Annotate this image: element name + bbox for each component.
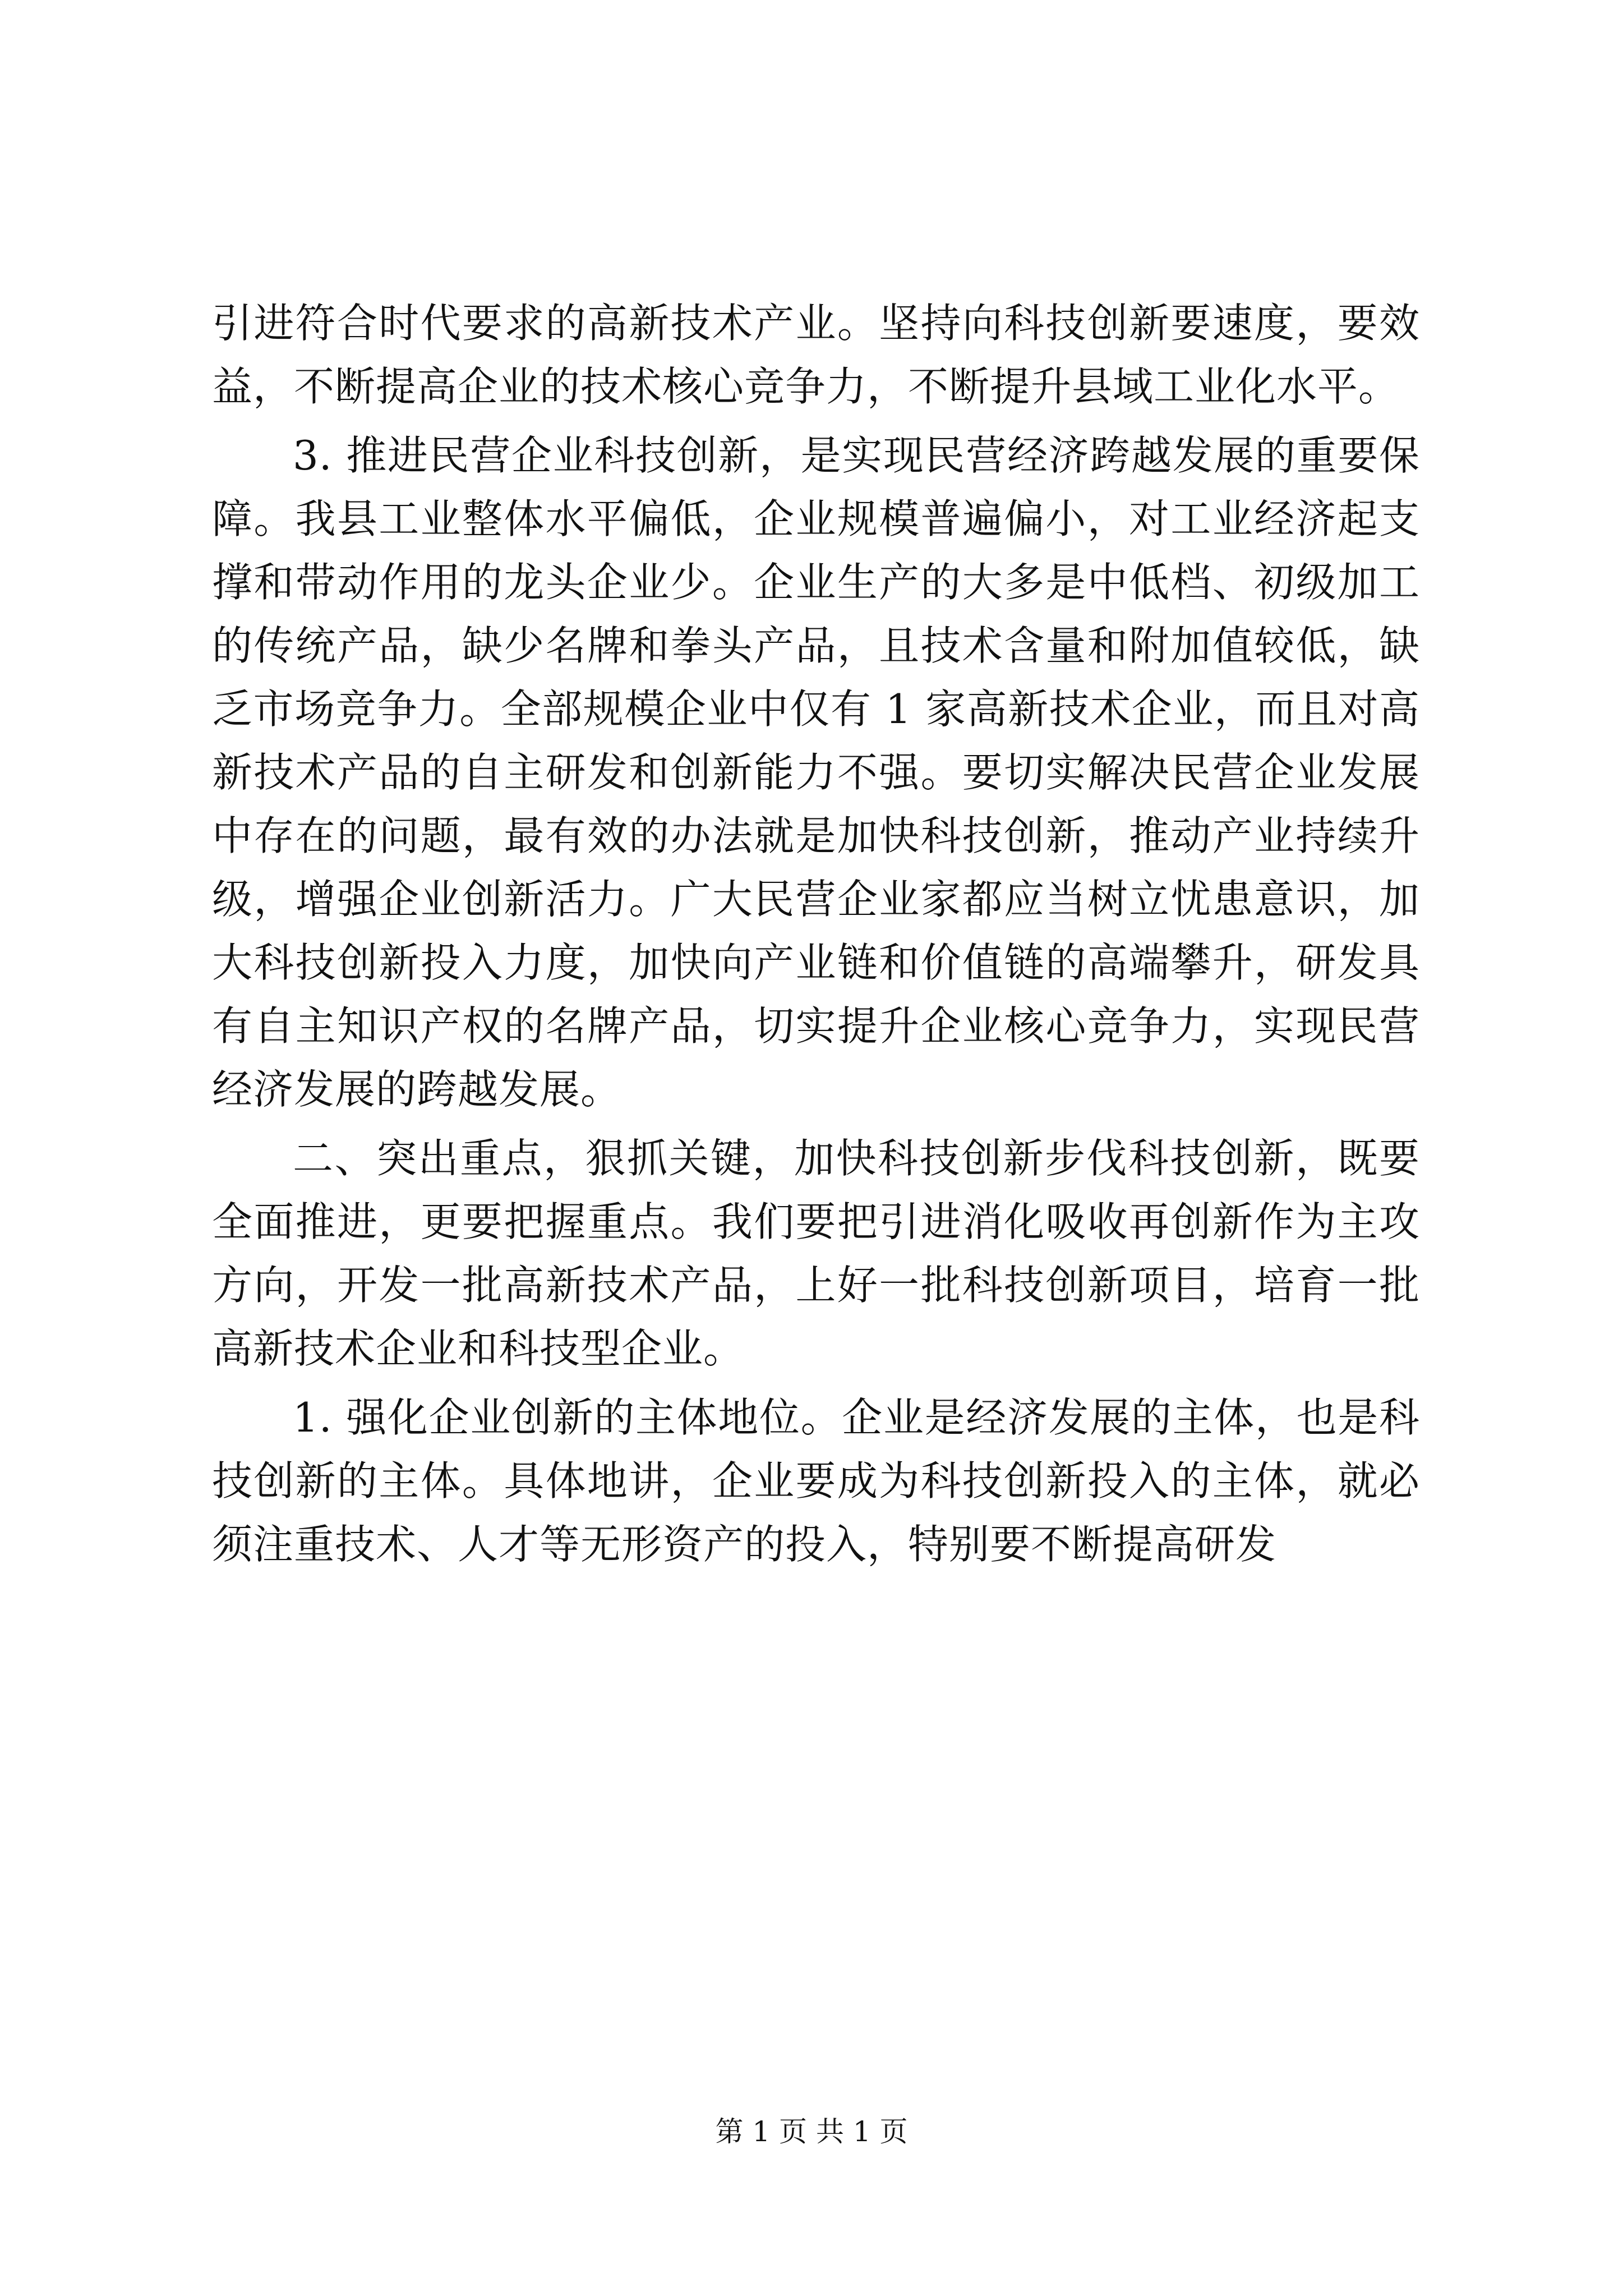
document-body <box>212 292 1420 1576</box>
paragraph-section-1: 1. 强化企业创新的主体地位。企业是经济发展的主体，也是科技创新的主体。具体地讲，企业要成为科技创新投入的主体，就必须注重技术、人才等无形资产的投入，特别要不断提高研发 <box>212 1394 1420 1568</box>
paragraph-continuation: 引进符合时代要求的高新技术产业。坚持向科技创新要速度，要效益，不断提高企业的技术核心竞争力，不断提升县域工业化水平。 <box>212 300 1420 410</box>
paragraph-section-3: 3. 推进民营企业科技创新，是实现民营经济跨越发展的重要保障。我县工业整体水平偏低，企业规模普遍偏小，对工业经济起支撑和带动作用的龙头企业少。企业生产的大多是中低档、初级加工的传统产品，缺少名牌和拳头产品，且技术含量和附加值较低，缺乏市场竞争力。全部规模企业中仅有 1 家高新技术企业，而且对高新技术产品的自主研发和创新能力不强。要切实解决民营企业发展中存在的问题，最有效的办法就是加快科技创新，推动产业持续升级，增强企业创新活力。广大民营企业家都应当树立忧患意识，加大科技创新投入力度，加快向产业链和价值链的高端攀升，研发具有自主知识产权的名牌产品，切实提升企业核心竞争力，实现民营经济发展的跨越发展。 <box>212 432 1420 1113</box>
page-footer: 第 1 页 共 1 页 <box>715 2115 908 2148</box>
paragraph-heading-two: 二、突出重点，狠抓关键，加快科技创新步伐科技创新，既要全面推进，更要把握重点。我们要把引进消化吸收再创新作为主攻方向，开发一批高新技术产品，上好一批科技创新项目，培育一批高新技术企业和科技型企业。 <box>212 1135 1420 1372</box>
